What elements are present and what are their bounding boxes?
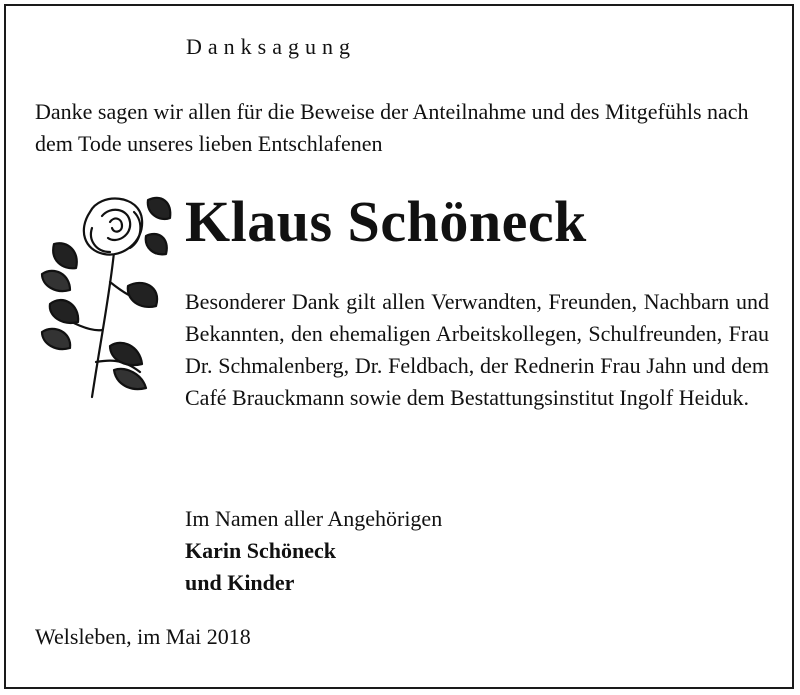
intro-text: Danke sagen wir allen für die Beweise der Anteilnahme und des Mitgefühls nach dem Tode unseres lieben Entschlafenen bbox=[35, 99, 749, 156]
signoff-line: Im Namen aller Angehörigen bbox=[185, 506, 443, 531]
obituary-notice bbox=[4, 4, 794, 689]
rose-icon bbox=[30, 182, 174, 402]
signer-family: und Kinder bbox=[185, 570, 295, 595]
deceased-name: Klaus Schöneck bbox=[185, 189, 587, 254]
signer-name: Karin Schöneck bbox=[185, 538, 336, 563]
thanks-body-text: Besonderer Dank gilt allen Verwandten, Freunden, Nachbarn und Bekannten, den ehemaligen Arbeitskollegen, Schulfreunden, Frau Dr. Schmalenberg, Dr. Feldbach, der Rednerin Frau Jahn und dem Café Brauckmann sowie dem Bestattungsinstitut Ingolf Heiduk. bbox=[185, 289, 769, 410]
place-date: Welsleben, im Mai 2018 bbox=[35, 624, 251, 649]
notice-title: Danksagung bbox=[186, 34, 356, 59]
signoff-block bbox=[185, 503, 442, 599]
